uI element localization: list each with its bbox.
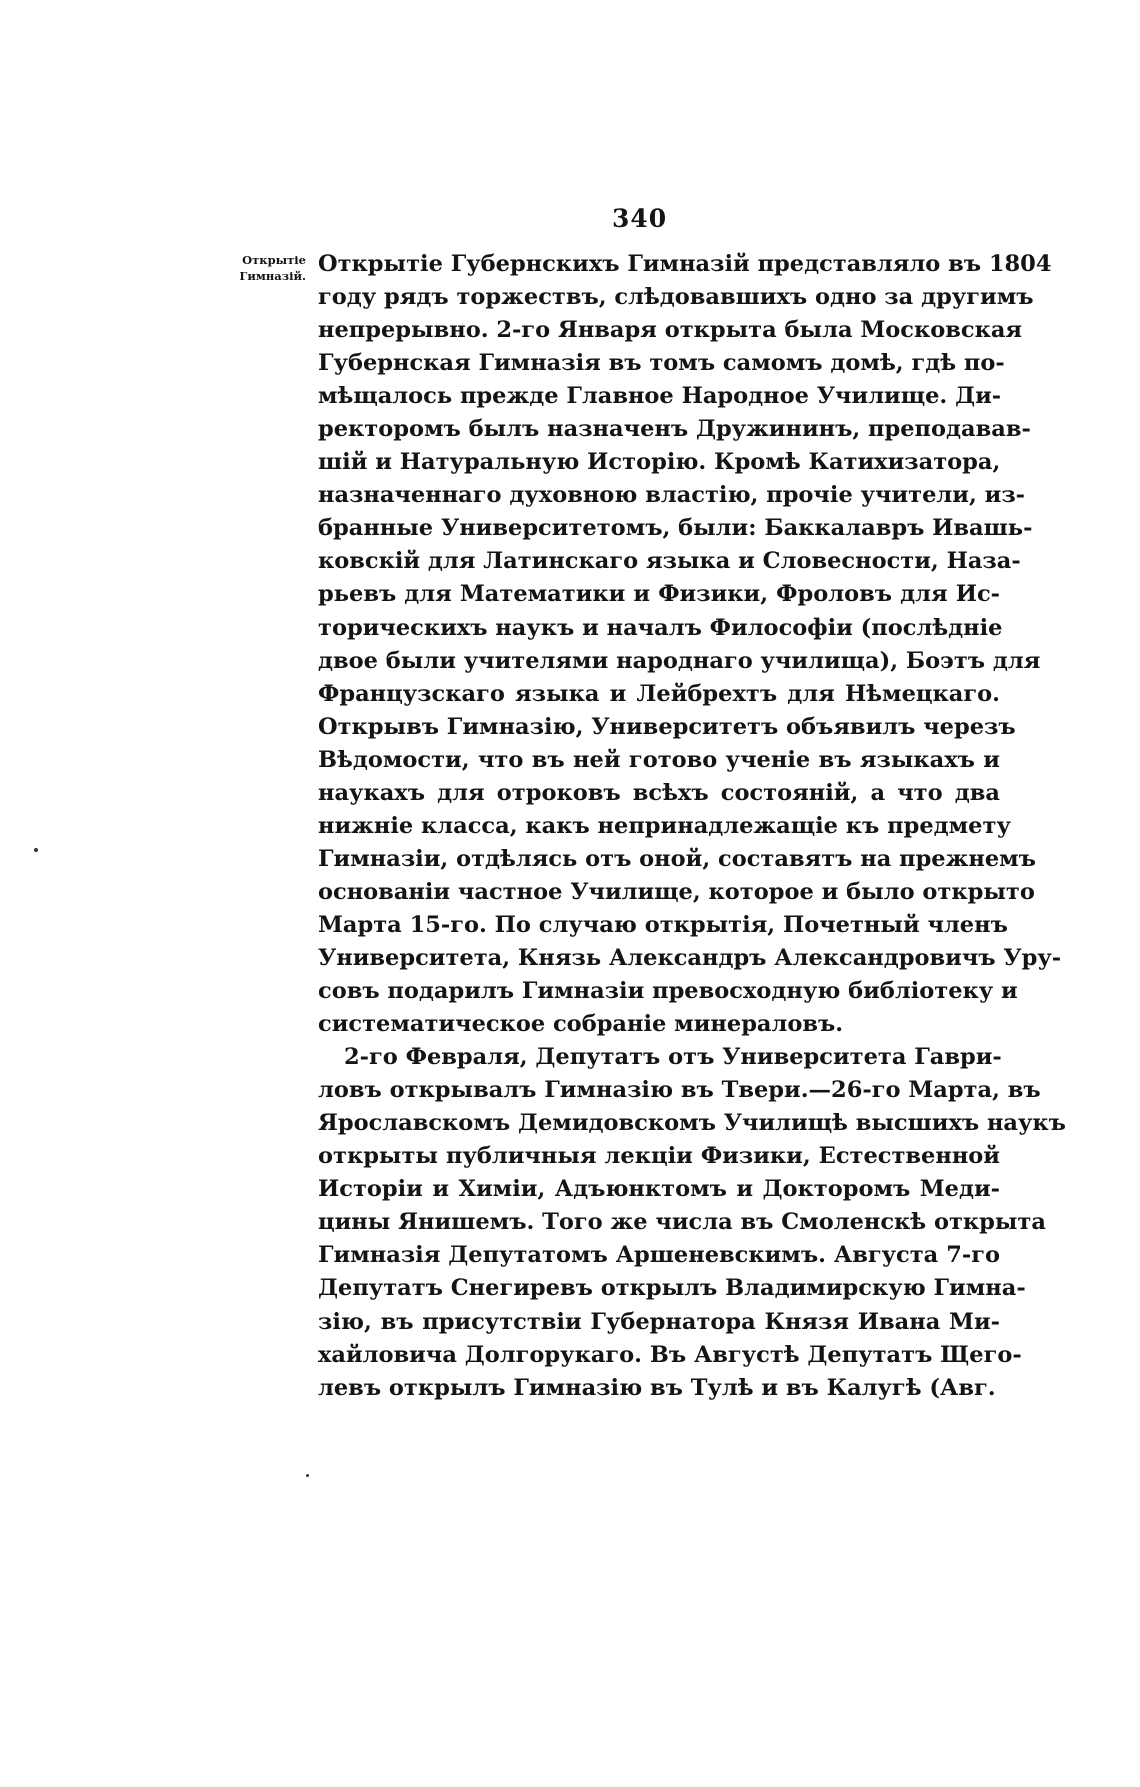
text-line: мѣщалось прежде Главное Народное Училище. Ди- bbox=[318, 383, 1002, 410]
text-line: зію, въ присутствіи Губернатора Князя Ивана Ми- bbox=[318, 1308, 1000, 1335]
text-line: нижніе класса, какъ непринадлежащіе къ предмету bbox=[318, 812, 1011, 839]
text-line: ректоромъ былъ назначенъ Дружининъ, преподавав- bbox=[318, 416, 1031, 443]
text-line: Французскаго языка и Лейбрехтъ для Нѣмецкаго. bbox=[318, 680, 1000, 707]
body-text bbox=[318, 248, 1066, 1405]
page-number: 340 bbox=[612, 204, 668, 233]
text-line: рьевъ для Математики и Физики, Фроловъ для Ис- bbox=[318, 581, 1000, 608]
text-line: Губернская Гимназія въ томъ самомъ домѣ, гдѣ по- bbox=[318, 350, 1005, 377]
text-line: Вѣдомости, что въ ней готово ученіе въ языкахъ и bbox=[318, 746, 1000, 773]
text-line: Открытіе Губернскихъ Гимназій представляло въ 1804 bbox=[318, 251, 1052, 277]
text-line: Депутатъ Снегиревъ открылъ Владимирскую Гимна- bbox=[318, 1275, 1026, 1302]
text-line: хайловича Долгорукаго. Въ Августѣ Депутатъ Щего- bbox=[318, 1341, 1022, 1368]
text-line: Гимназія Депутатомъ Аршеневскимъ. Августа 7-го bbox=[318, 1242, 1000, 1269]
margin-note bbox=[186, 252, 306, 284]
text-line: Университета, Князь Александръ Александровичъ Уру- bbox=[318, 944, 1062, 971]
text-line: ловъ открывалъ Гимназію въ Твери.—26-го Марта, въ bbox=[318, 1077, 1041, 1104]
text-line: открыты публичныя лекціи Физики, Естественной bbox=[318, 1143, 1000, 1170]
text-line: году рядъ торжествъ, слѣдовавшихъ одно за другимъ bbox=[318, 284, 1034, 311]
margin-note-line: Открытіе bbox=[242, 253, 306, 267]
text-line: Исторіи и Химіи, Адъюнктомъ и Докторомъ Меди- bbox=[318, 1176, 1000, 1203]
text-line: основаніи частное Училище, которое и было открыто bbox=[318, 878, 1035, 905]
scan-speck bbox=[34, 848, 38, 852]
text-line: двое были учителями народнаго училища), Боэтъ для bbox=[318, 647, 1041, 674]
text-line: Гимназіи, отдѣлясь отъ оной, составятъ на прежнемъ bbox=[318, 845, 1036, 872]
text-line: бранные Университетомъ, были: Баккалавръ Ивашь- bbox=[318, 515, 1033, 542]
text-line: торическихъ наукъ и началъ Философіи (послѣдніе bbox=[318, 614, 1003, 641]
margin-note-line: Гимназій. bbox=[239, 269, 306, 283]
text-line: 2-го Февраля, Депутатъ отъ Университета Гаври- bbox=[344, 1044, 1002, 1071]
text-line: Ярославскомъ Демидовскомъ Училищѣ высшихъ наукъ bbox=[318, 1110, 1066, 1137]
scan-speck bbox=[306, 1474, 309, 1477]
text-line: систематическое собраніе минераловъ. bbox=[318, 1011, 844, 1038]
text-line: Марта 15-го. По случаю открытія, Почетный членъ bbox=[318, 911, 1008, 938]
text-line: непрерывно. 2-го Января открыта была Московская bbox=[318, 317, 1023, 344]
text-line: цины Янишемъ. Того же числа въ Смоленскѣ открыта bbox=[318, 1209, 1046, 1236]
text-line: левъ открылъ Гимназію въ Тулѣ и въ Калугѣ (Авг. bbox=[318, 1374, 996, 1401]
text-line: Открывъ Гимназію, Университетъ объявилъ черезъ bbox=[318, 713, 1016, 740]
text-line: назначеннаго духовною властію, прочіе учители, из- bbox=[318, 482, 1026, 509]
text-line: ковскій для Латинскаго языка и Словесности, Наза- bbox=[318, 548, 1021, 575]
text-line: наукахъ для отроковъ всѣхъ состояній, а что два bbox=[318, 779, 1000, 806]
text-line: совъ подарилъ Гимназіи превосходную библіотеку и bbox=[318, 978, 1018, 1005]
text-line: шій и Натуральную Исторію. Кромѣ Катихизатора, bbox=[318, 449, 1001, 476]
